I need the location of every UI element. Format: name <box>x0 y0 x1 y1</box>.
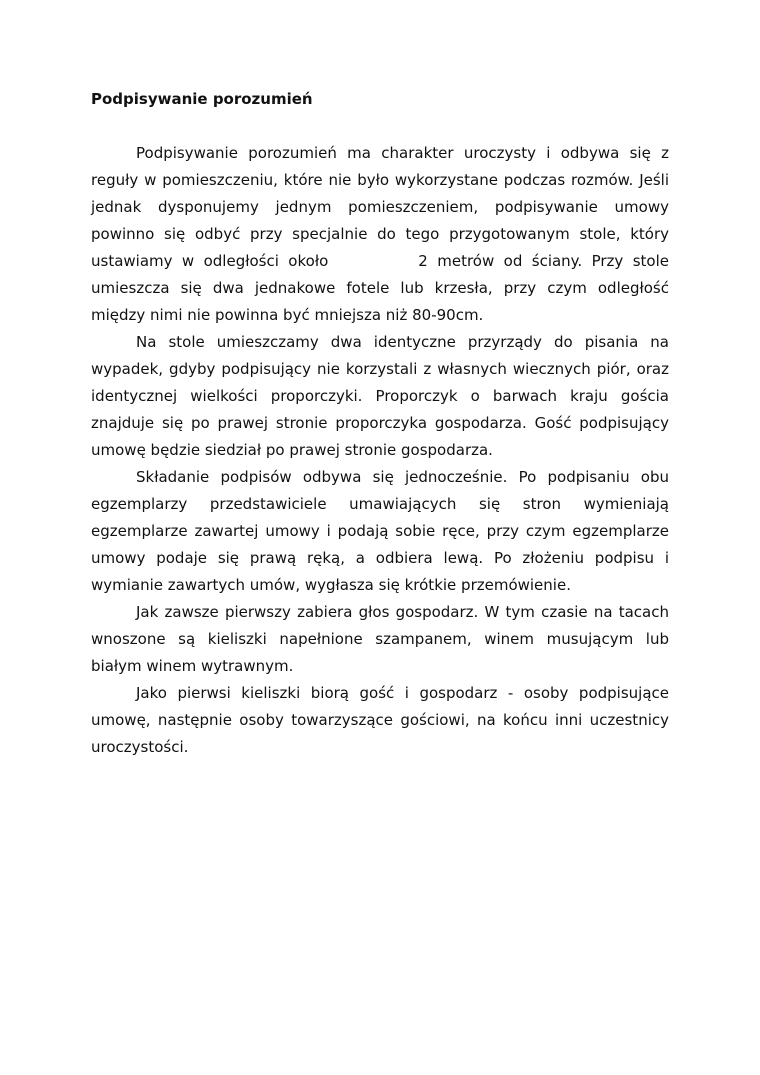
document-title: Podpisywanie porozumień <box>91 90 313 108</box>
paragraph-3: Składanie podpisów odbywa się jednocześnie. Po podpisaniu obu egzemplarzy przedstawiciele umawiających się stron wymieniają egzemplarze zawartej umowy i podają sobie ręce, przy czym egzemplarze umowy podaje się prawą ręką, a odbiera lewą. Po złożeniu podpisu i wymianie zawartych umów, wygłasza się krótkie przemówienie. <box>91 468 669 594</box>
paragraph-2: Na stole umieszczamy dwa identyczne przyrządy do pisania na wypadek, gdyby podpisujący nie korzystali z własnych wiecznych piór, oraz identycznej wielkości proporczyki. Proporczyk o barwach kraju gościa znajduje się po prawej stronie proporczyka gospodarza. Gość podpisujący umowę będzie siedział po prawej stronie gospodarza. <box>91 333 669 459</box>
paragraph-4: Jak zawsze pierwszy zabiera głos gospodarz. W tym czasie na tacach wnoszone są kieliszki napełnione szampanem, winem musującym lub białym winem wytrawnym. <box>91 603 669 675</box>
paragraph-1-part-2: 2 metrów od ściany. Przy stole umieszcza się dwa jednakowe fotele lub krzesła, przy czym odległość między nimi nie powinna być mniejsza niż 80-90cm. <box>91 252 669 324</box>
paragraph-1-part-1: Podpisywanie porozumień ma charakter uroczysty i odbywa się z reguły w pomieszczeniu, które nie było wykorzystane podczas rozmów. Jeśli jednak dysponujemy jednym pomieszczeniem, podpisywanie umowy powinno się odbyć przy specjalnie do tego przygotowanym stole, który ustawiamy w odległości około <box>91 144 669 270</box>
document-body <box>91 140 669 761</box>
paragraph-1 <box>91 140 669 329</box>
paragraph-5: Jako pierwsi kieliszki biorą gość i gospodarz - osoby podpisujące umowę, następnie osoby towarzyszące gościowi, na końcu inni uczestnicy uroczystości. <box>91 684 669 756</box>
